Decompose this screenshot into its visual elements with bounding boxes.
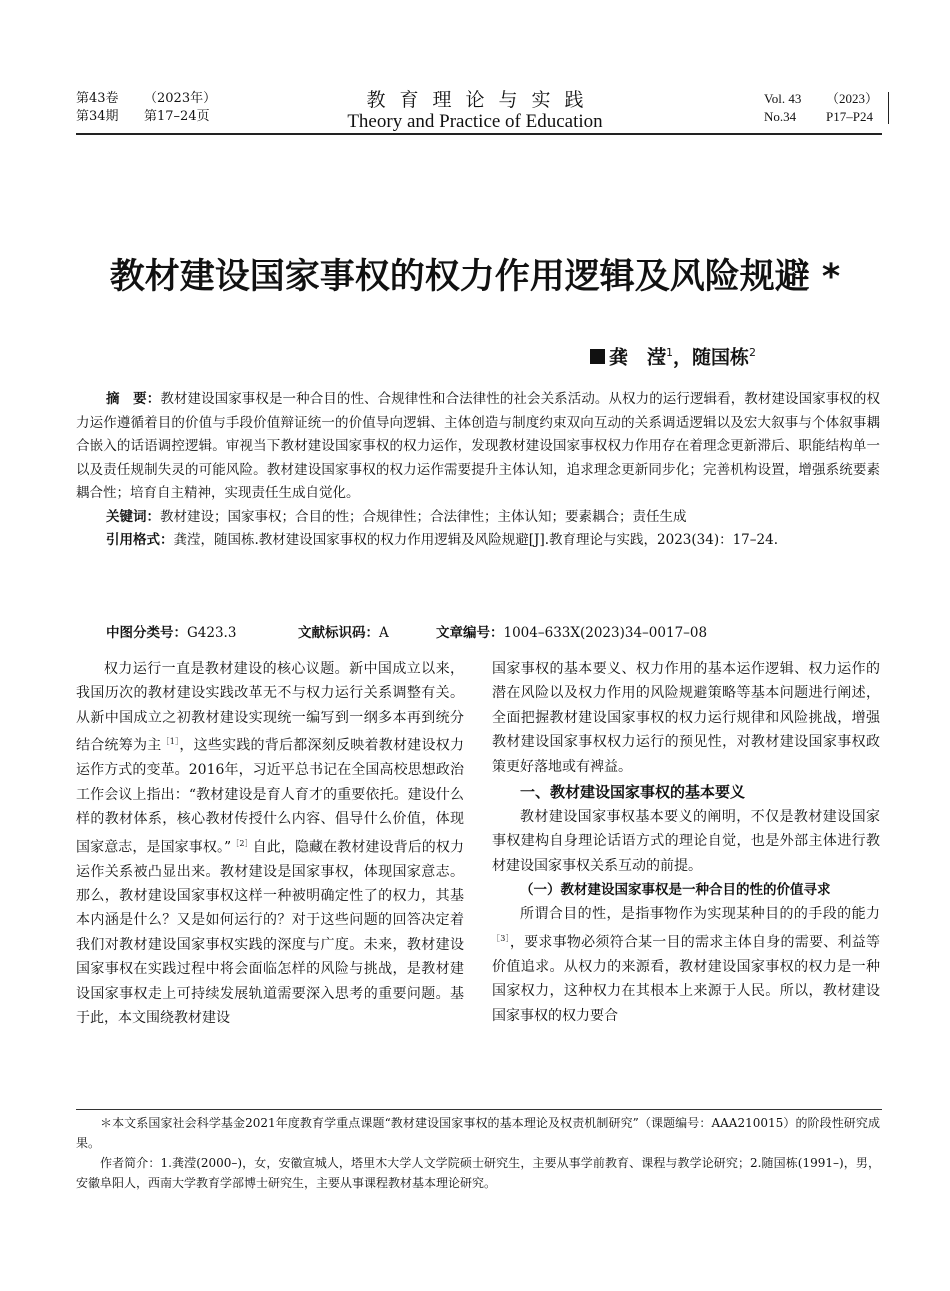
funding-note: ＊本文系国家社会科学基金2021年度教育学重点课题“教材建设国家事权的基本理论及权责机制研究”（课题编号：AAA210015）的阶段性研究成果。 [76,1116,880,1150]
author-2: 随国栋 [692,346,750,369]
volume-en: Vol. 43 [764,91,802,106]
header-left [76,90,216,126]
paragraph-text: ，要求事物必须符合某一目的需求主体自身的需要、利益等价值追求。从权力的来源看，教材建设国家事权的权力是一种国家权力，这种权力在其根本上来源于人民。所以，教材建设国家事权的权力要合 [492,934,881,1024]
pages-en: P17–P24 [826,109,873,124]
paragraph-text: ，这些实践的背后都深刻反映着教材建设权力运作方式的变革。2016年，习近平总书记在全国高校思想政治工作会议上指出：“教材建设是育人育才的重要依托。建设什么样的教材体系，核心教材传授什么内容、倡导什么价值，体现国家意志，是国家事权。” [76,737,465,856]
paper-title: 教材建设国家事权的权力作用逻辑及风险规避 * [109,257,841,297]
author-separator: ， [673,346,693,369]
citation-ref: ［1］ [161,737,180,747]
pages: 第17–24页 [144,109,210,124]
year-en: （2023） [826,91,879,106]
header-divider [888,92,889,124]
paragraph-text: 所谓合目的性，是指事物作为实现某种目的的手段的能力 [520,906,880,923]
journal-name-en: Theory and Practice of Education [347,111,603,132]
body-right-column [492,657,880,1028]
paragraph-text: 权力运行一直是教材建设的核心议题。新中国成立以来，我国历次的教材建设实践改革无不与权力运行关系调整有关。从新中国成立之初教材建设实现统一编写到一纲多本再到统分结合统筹为主 [76,661,464,754]
author-1: 龚 滢 [609,346,667,369]
footnote-rule [76,1109,882,1110]
keywords [76,506,880,530]
paragraph: 国家事权的基本要义、权力作用的基本运作逻辑、权力运作的潜在风险以及权力作用的风险规避策略等基本问题进行阐述，全面把握教材建设国家事权的权力运行规律和风险挑战，增强教材建设国家事权权力运行的预见性，对教材建设国家事权政策更好落地或有裨益。 [492,661,880,775]
author-line [590,340,756,370]
footnotes [76,1113,880,1193]
doc-value: A [379,625,389,641]
article-no-label: 文章编号： [436,625,504,641]
clc-value: G423.3 [187,625,237,641]
abstract-label: 摘 要： [106,391,161,407]
citation [76,529,880,553]
paragraph: 教材建设国家事权基本要义的阐明，不仅是教材建设国家事权建构自身理论话语方式的理论自觉，也是外部主体进行教材建设国家事权关系互动的前提。 [492,809,880,874]
citation-label: 引用格式： [106,532,174,548]
paragraph [76,657,464,1030]
issue-en: No.34 [764,109,797,124]
section-heading: 一、教材建设国家事权的基本要义 [520,783,746,802]
keywords-label: 关键词： [106,508,160,525]
header-right [764,90,878,126]
journal-name-cn: 教育理论与实践 [366,89,598,111]
subsection-heading: （一）教材建设国家事权是一种合目的性的价值寻求 [520,882,831,899]
paragraph-text: 自此，隐藏在教材建设背后的权力运作关系被凸显出来。教材建设是国家事权，体现国家意志。那么，教材建设国家事权这样一种被明确定性了的权力，其基本内涵是什么？又是如何运行的？对于这些问题的回答决定着我们对教材建设国家事权实践的深度与广度。未来，教材建设国家事权在实践过程中将会面临怎样的风险与挑战，是教材建设国家事权走上可持续发展轨道需要深入思考的重要问题。基于此，本文围绕教材建设 [76,839,464,1026]
header-rule [76,133,882,135]
abstract [76,388,880,506]
classification-line [106,623,707,643]
author-bio-note: 作者简介：1.龚滢(2000–)，女，安徽宣城人，塔里木大学人文学院硕士研究生，主要从事学前教育、课程与教学论研究；2.随国栋(1991–)，男，安徽阜阳人，西南大学教育学部博士研究生，主要从事课程教材基本理论研究。 [76,1156,880,1190]
square-bullet-icon [590,349,605,364]
citation-ref: ［2］ [231,838,253,848]
citation-text: 龚滢，随国栋.教材建设国家事权的权力作用逻辑及风险规避[J].教育理论与实践，2023(34)：17–24. [173,532,778,548]
keywords-text: 教材建设；国家事权；合目的性；合规律性；合法律性；主体认知；要素耦合；责任生成 [160,508,687,525]
abstract-text: 教材建设国家事权是一种合目的性、合规律性和合法律性的社会关系活动。从权力的运行逻辑看，教材建设国家事权的权力运作遵循着目的价值与手段价值辩证统一的价值导向逻辑、主体创造与制度约束双向互动的关系调适逻辑以及宏大叙事与个体叙事耦合嵌入的话语调控逻辑。审视当下教材建设国家事权的权力运作，发现教材建设国家事权权力作用存在着理念更新滞后、职能结构单一以及责任规制失灵的可能风险。教材建设国家事权的权力运作需要提升主体认知，追求理念更新同步化；完善机构设置，增强系统要素耦合性；培育自主精神，实现责任生成自觉化。 [76,391,881,501]
clc-label: 中图分类号： [106,625,187,641]
abstract-block [76,388,880,553]
article-no-value: 1004–633X(2023)34–0017–08 [503,625,708,641]
paragraph [492,902,880,1028]
year: （2023年） [144,91,217,106]
issue: 第34期 [76,109,119,124]
author-2-affil: 2 [749,346,757,359]
volume: 第43卷 [76,91,119,106]
body-left-column [76,657,464,1030]
citation-ref: ［3］ [492,933,510,943]
author-1-affil: 1 [666,346,674,359]
doc-label: 文献标识码： [298,625,379,641]
journal-name [300,89,650,133]
